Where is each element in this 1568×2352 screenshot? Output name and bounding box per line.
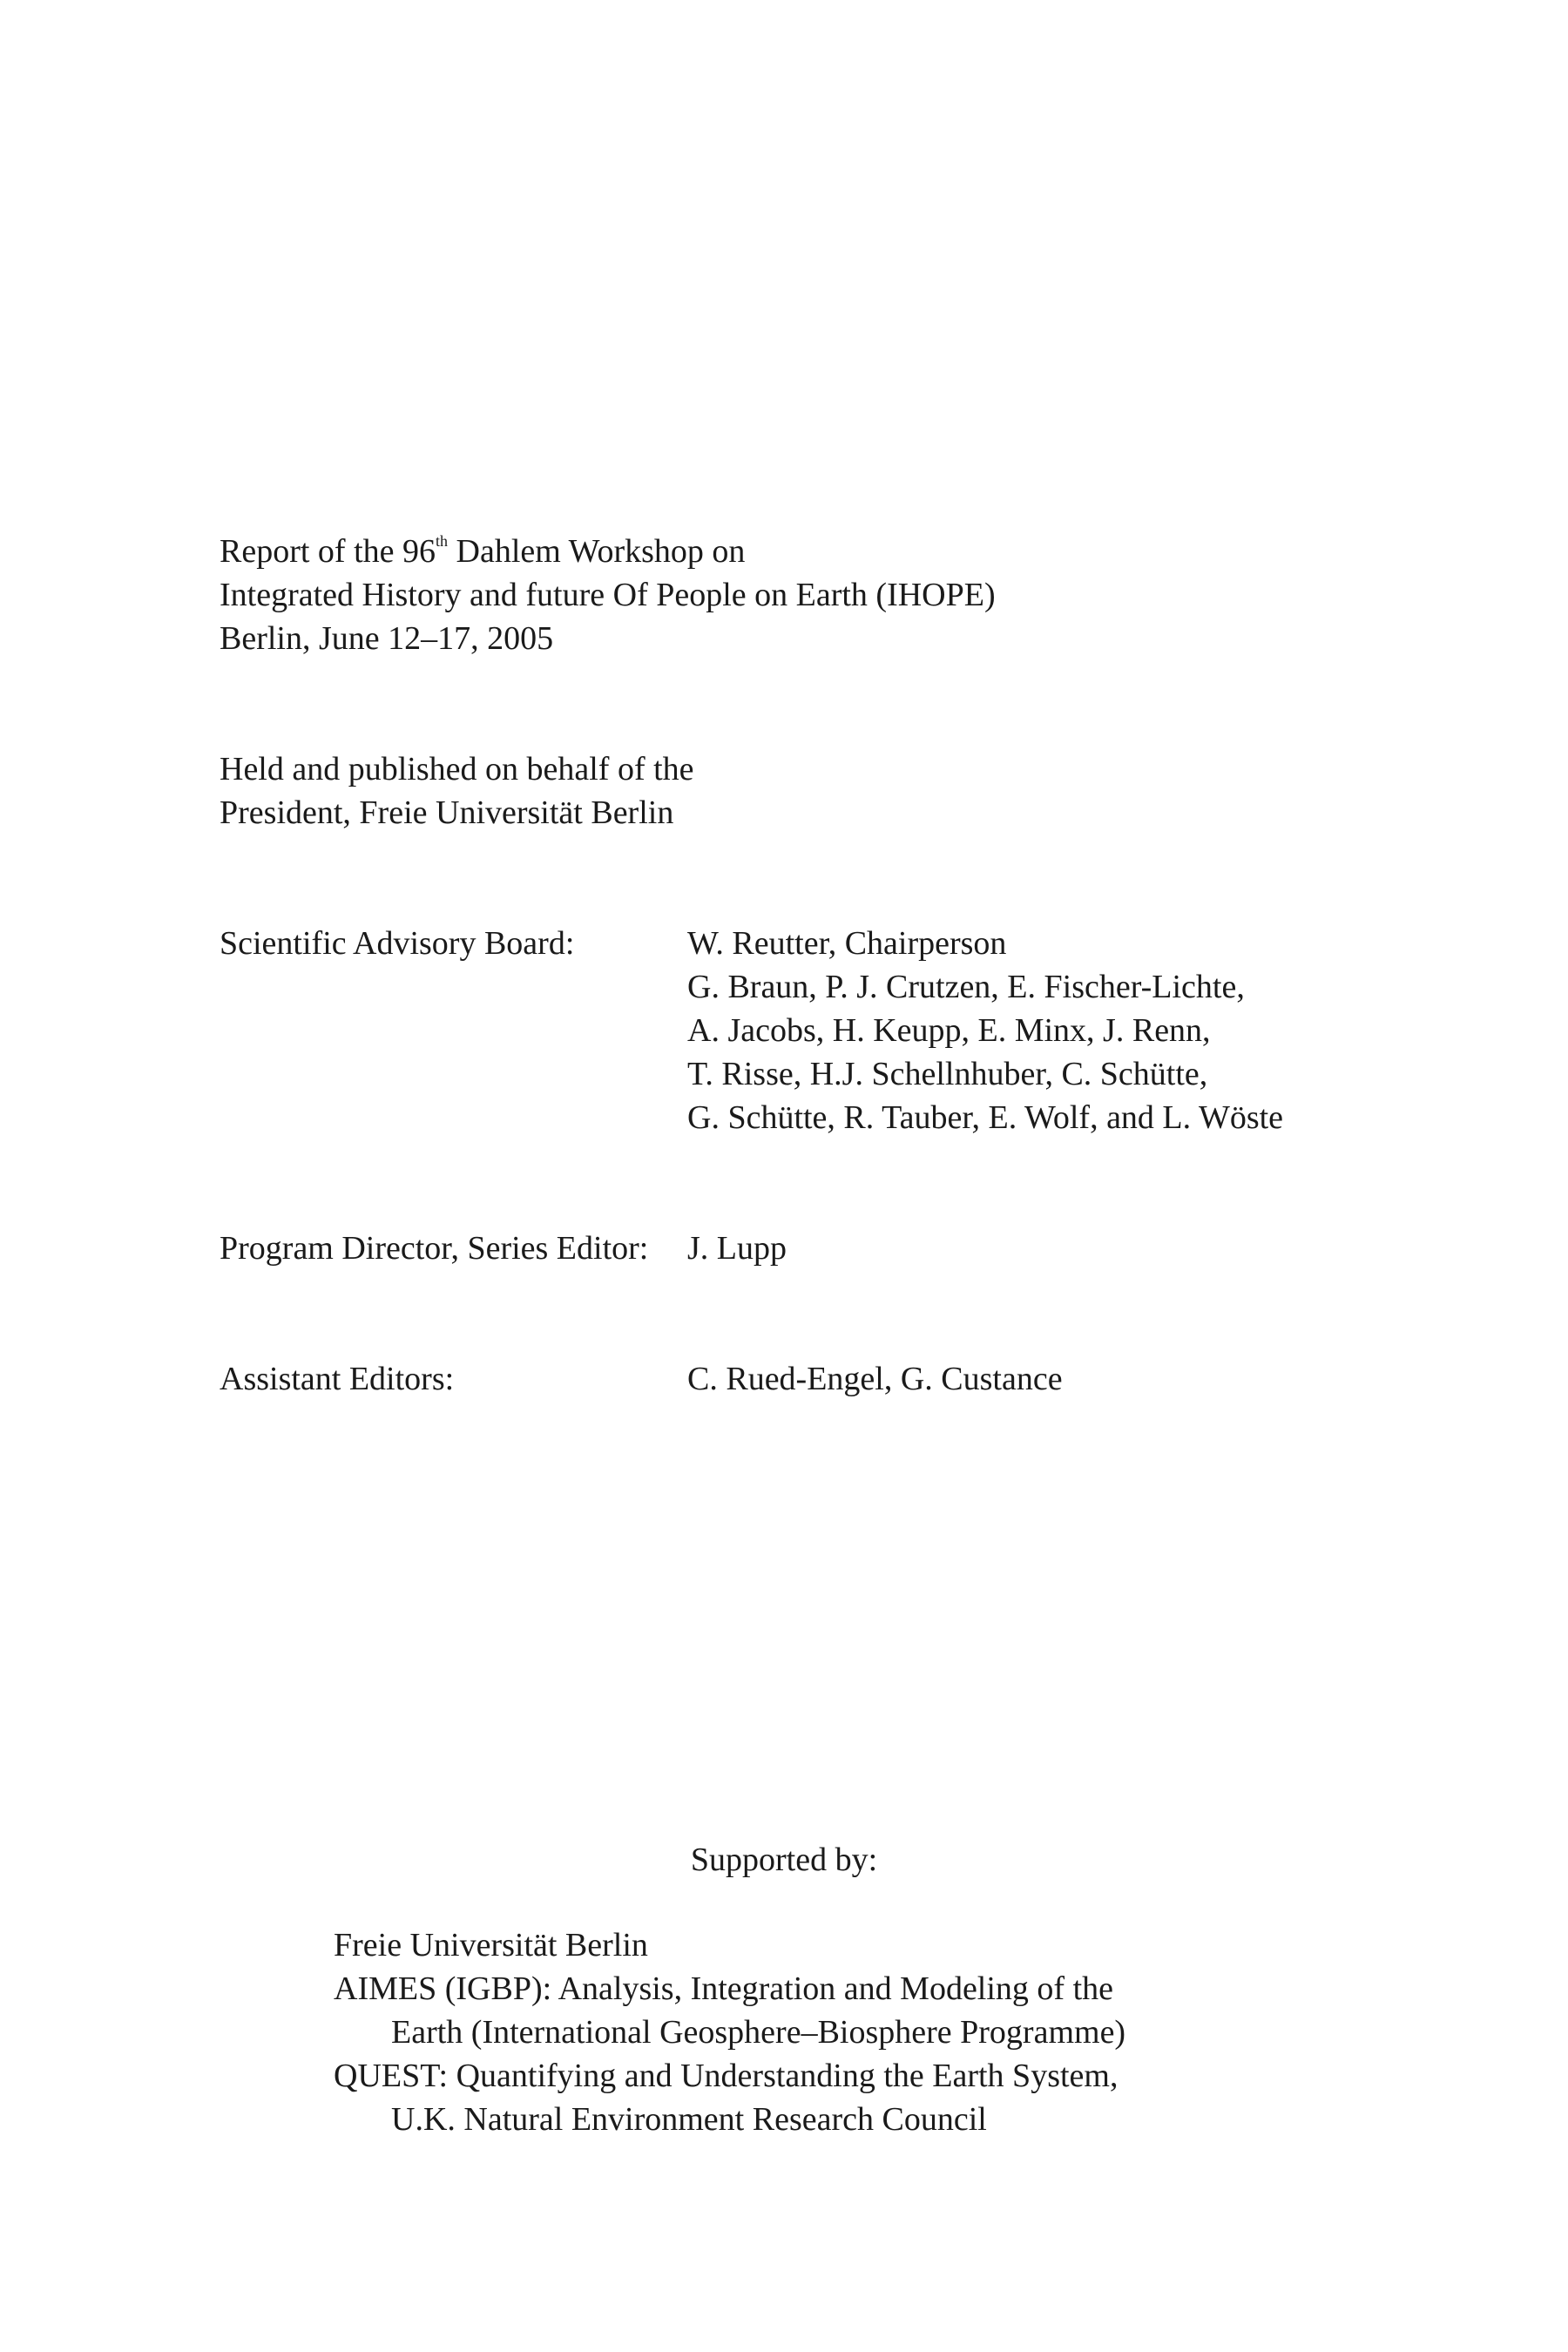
supporter-line: Freie Universität Berlin xyxy=(334,1927,648,1963)
advisory-board-members xyxy=(687,922,1283,1139)
workshop-location-date: Berlin, June 12–17, 2005 xyxy=(220,620,554,657)
assistant-editors-names: C. Rued-Engel, G. Custance xyxy=(687,1361,1063,1397)
report-title-prefix: Report of the 96 xyxy=(220,533,436,570)
supporter-line: AIMES (IGBP): Analysis, Integration and Modeling of the xyxy=(334,1970,1114,2007)
board-member-line: G. Braun, P. J. Crutzen, E. Fischer-Lichte, xyxy=(687,969,1245,1005)
board-member-line: G. Schütte, R. Tauber, E. Wolf, and L. Wöste xyxy=(687,1099,1284,1136)
supported-by-heading: Supported by: xyxy=(690,1842,878,1878)
advisory-board-label: Scientific Advisory Board: xyxy=(220,925,575,962)
supporters-list xyxy=(334,1923,1125,2141)
program-director-name: J. Lupp xyxy=(687,1230,787,1267)
board-member-line: T. Risse, H.J. Schellnhuber, C. Schütte, xyxy=(687,1056,1208,1092)
held-line-2: President, Freie Universität Berlin xyxy=(220,794,674,831)
supporter-line: U.K. Natural Environment Research Council xyxy=(391,2101,987,2138)
board-member-line: W. Reutter, Chairperson xyxy=(687,925,1007,962)
report-title-suffix: Dahlem Workshop on xyxy=(448,533,746,570)
board-member-line: A. Jacobs, H. Keupp, E. Minx, J. Renn, xyxy=(687,1012,1211,1049)
program-director-label: Program Director, Series Editor: xyxy=(220,1230,649,1267)
supporter-line: Earth (International Geosphere–Biosphere Programme) xyxy=(391,2014,1126,2051)
held-line-1: Held and published on behalf of the xyxy=(220,751,694,787)
report-info xyxy=(220,530,996,660)
report-ordinal: th xyxy=(436,532,449,550)
supporter-line: QUEST: Quantifying and Understanding the Earth System, xyxy=(334,2058,1119,2094)
held-info xyxy=(220,747,694,835)
report-title-line xyxy=(220,530,996,573)
workshop-title: Integrated History and future Of People on Earth (IHOPE) xyxy=(220,577,996,613)
assistant-editors-label: Assistant Editors: xyxy=(220,1361,455,1397)
